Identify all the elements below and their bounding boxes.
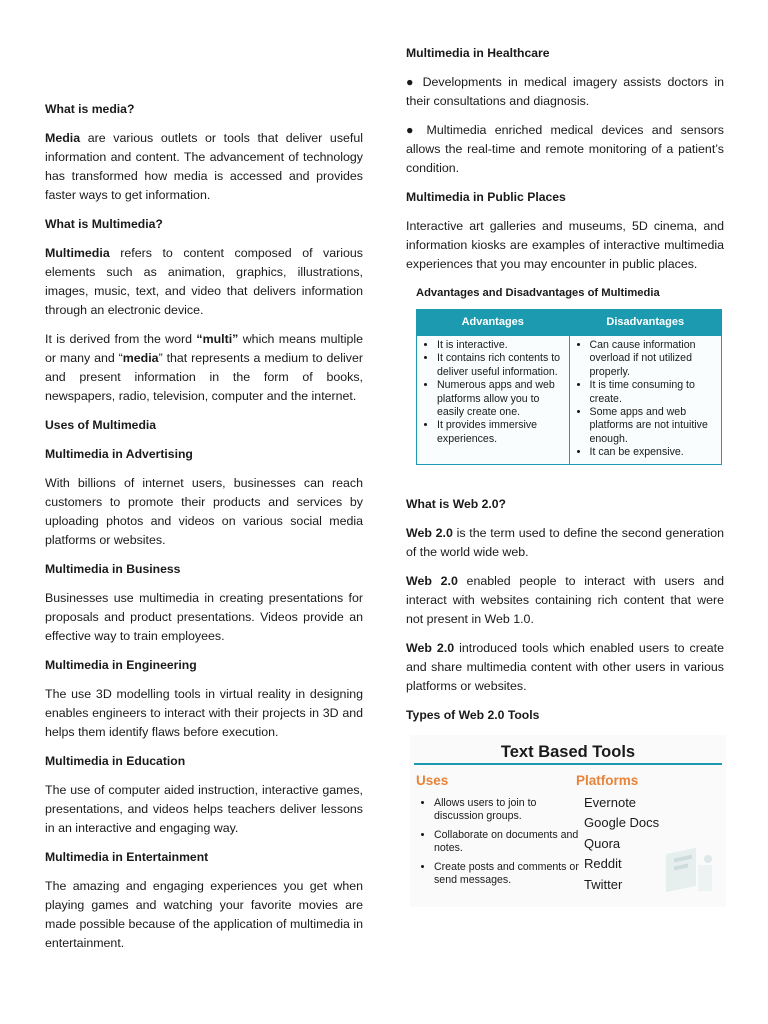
advantage-item: • It contains rich contents to deliver useful information. [437, 352, 565, 379]
web2-text-3: introduced tools which enabled users to create and share multimedia content with other users in various platforms or websites. [406, 640, 724, 693]
paragraph-healthcare-2: ● Multimedia enriched medical devices and sensors allows the real-time and remote monitoring of a patient’s condition. [406, 123, 724, 175]
tools-card-title: Text Based Tools [414, 735, 722, 765]
term-multimedia: Multimedia [45, 246, 110, 260]
platforms-label: Platforms [576, 772, 639, 788]
term-media-word: media [122, 351, 159, 365]
platform-item: Twitter [584, 876, 623, 892]
platforms-list [584, 793, 659, 896]
paragraph-media [45, 129, 363, 205]
paragraph-web2-3 [406, 639, 724, 696]
derivation-text-3: ” that represents a medium to deliver and present information in the form of books, newspapers, radio, television, computer and the internet. [45, 351, 363, 403]
advantages-table [416, 309, 722, 465]
platform-item: Google Docs [584, 815, 660, 831]
use-item: • Create posts and comments or send messages. [434, 861, 584, 887]
paragraph-healthcare-1: ● Developments in medical imagery assists doctors in their consultations and diagnosis. [406, 75, 724, 108]
paragraph-business: Businesses use multimedia in creating presentations for proposals and product presentations. Videos provide an effective way to train employees. [45, 591, 363, 643]
use-item: • Allows users to join to discussion groups. [434, 797, 584, 823]
heading-types-of-web2-tools: Types of Web 2.0 Tools [406, 707, 540, 722]
left-column [45, 100, 363, 963]
platform-item: Quora [584, 835, 621, 851]
disadvantages-list [574, 339, 718, 460]
paragraph-education: The use of computer aided instruction, interactive games, presentations, and videos helps teachers deliver lessons in an interactive and engaging way. [45, 783, 363, 835]
heading-what-is-multimedia: What is Multimedia? [45, 217, 163, 231]
disadvantage-item: • Some apps and web platforms are not intuitive enough. [590, 406, 718, 446]
term-media: Media [45, 131, 81, 145]
advantage-item: • It is interactive. [437, 339, 565, 352]
paragraph-advertising: With billions of internet users, businesses can reach customers to promote their products and services by uploading photos and videos on various social media platforms or websites. [45, 476, 363, 547]
derivation-text-2: which means multiple or many and “ [45, 332, 363, 365]
advantages-list [421, 339, 565, 446]
uses-label: Uses [416, 772, 449, 788]
paragraph-web2-1 [406, 524, 724, 562]
heading-uses-of-multimedia: Uses of Multimedia [45, 418, 157, 432]
term-web2: Web 2.0 [406, 573, 458, 588]
heading-education: Multimedia in Education [45, 754, 186, 768]
text-based-tools-card [410, 735, 726, 907]
advantages-cell [417, 336, 570, 465]
advantages-table-figure [416, 284, 722, 465]
heading-what-is-media: What is media? [45, 102, 135, 116]
advantage-item: • It provides immersive experiences. [437, 419, 565, 446]
heading-public-places: Multimedia in Public Places [406, 190, 566, 204]
term-web2: Web 2.0 [406, 640, 455, 655]
derivation-text-1: It is derived from the word [45, 332, 197, 346]
paragraph-entertainment: The amazing and engaging experiences you get when playing games and watching your favorite movies are made possible because of the application of multimedia in entertainment. [45, 879, 363, 950]
spacer [406, 465, 724, 495]
advantages-table-title: Advantages and Disadvantages of Multimedia [416, 287, 660, 299]
disadvantages-header: Disadvantages [569, 310, 722, 336]
disadvantage-item: • Can cause information overload if not utilized properly. [590, 339, 718, 379]
heading-business: Multimedia in Business [45, 562, 181, 576]
paragraph-engineering: The use 3D modelling tools in virtual reality in designing enables engineers to interact with their projects in 3D and helps them identify flaws before execution. [45, 687, 363, 739]
document-illustration-icon [662, 845, 722, 899]
heading-advertising: Multimedia in Advertising [45, 447, 193, 461]
heading-what-is-web2: What is Web 2.0? [406, 496, 506, 511]
disadvantages-cell [569, 336, 722, 465]
advantages-header: Advantages [417, 310, 570, 336]
platform-item: Reddit [584, 856, 622, 872]
platform-item: Evernote [584, 794, 637, 810]
use-item: • Collaborate on documents and notes. [434, 829, 584, 855]
heading-engineering: Multimedia in Engineering [45, 658, 197, 672]
paragraph-public-places: Interactive art galleries and museums, 5D cinema, and information kiosks are examples of interactive multimedia experiences that you may encounter in public places. [406, 219, 724, 271]
term-web2: Web 2.0 [406, 525, 453, 540]
heading-entertainment: Multimedia in Entertainment [45, 850, 209, 864]
multimedia-definition: refers to content composed of various elements such as animation, graphics, illustrations, images, music, text, and video that delivers information through an electronic device. [45, 246, 363, 317]
web2-text-2: enabled people to interact with users and interact with websites containing rich content that were not present in Web 1.0. [406, 573, 724, 626]
term-multi: “multi” [196, 332, 239, 346]
paragraph-derivation [45, 330, 363, 406]
disadvantage-item: • It can be expensive. [590, 446, 718, 459]
media-definition: are various outlets or tools that deliver useful information and content. The advancement of technology has transformed how media is accessed and provides faster ways to get information. [45, 131, 363, 202]
right-column [406, 44, 724, 907]
disadvantage-item: • It is time consuming to create. [590, 379, 718, 406]
advantage-item: • Numerous apps and web platforms allow you to easily create one. [437, 379, 565, 419]
uses-list [420, 797, 584, 893]
heading-healthcare: Multimedia in Healthcare [406, 46, 550, 60]
paragraph-web2-2 [406, 572, 724, 629]
paragraph-multimedia [45, 244, 363, 320]
web2-text-1: is the term used to define the second generation of the world wide web. [406, 525, 724, 559]
